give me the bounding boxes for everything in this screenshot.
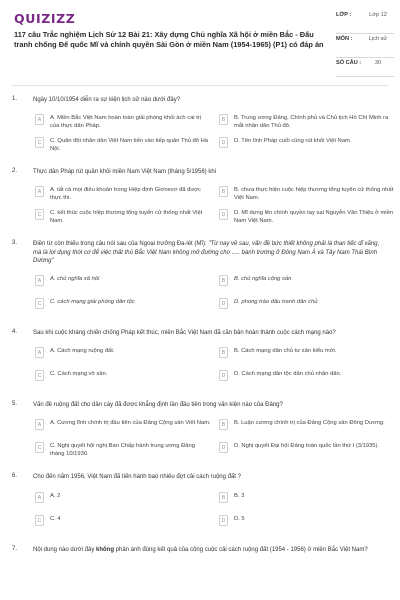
answer-option-c[interactable] xyxy=(35,514,211,532)
answer-option-d[interactable] xyxy=(219,136,395,154)
question-2 xyxy=(0,168,400,226)
question-text: Cho đến năm 1956, Việt Nam đã tiến hành bao nhiêu đợt cải cách ruộng đất ? xyxy=(33,474,241,481)
quizizz-logo: QUIZIZZ xyxy=(14,11,76,26)
option-letter-box: A xyxy=(35,492,44,503)
answer-option-a[interactable] xyxy=(35,274,211,292)
option-text: B. Luận cương chính trị của Đảng Cộng sản Đông Dương. xyxy=(234,420,385,427)
option-text: B. Cách mạng dân chủ tư sản kiểu mới. xyxy=(234,348,337,355)
option-text: B. Trung ương Đảng, Chính phủ và Chủ tịch Hồ Chí Minh ra mắt nhân dân Thủ đô. xyxy=(234,115,389,130)
option-letter-box: A xyxy=(35,186,44,197)
subject-label: MÔN : xyxy=(336,36,353,42)
question-3 xyxy=(0,240,400,315)
question-text: Vấn đề ruộng đất cho dân cày đã được khẳng định lần đầu tiên trong văn kiện nào của Đảng? xyxy=(33,402,283,409)
answer-option-a[interactable] xyxy=(35,113,211,131)
question-text: Sau khi cuộc kháng chiến chống Pháp kết thúc, miền Bắc Việt Nam đã căn bản hoàn thành cuộc cách mạng nào? xyxy=(33,330,336,337)
answer-option-a[interactable] xyxy=(35,418,211,436)
worksheet-header xyxy=(0,0,400,80)
meta-panel xyxy=(336,12,394,72)
option-letter-box: B xyxy=(219,114,228,125)
option-letter-box: B xyxy=(219,492,228,503)
answer-option-b[interactable] xyxy=(219,346,395,364)
class-label: LỚP : xyxy=(336,12,352,18)
answer-options xyxy=(35,185,400,226)
option-letter-box: C xyxy=(35,515,44,526)
option-letter-box: C xyxy=(35,137,44,148)
option-letter-box: D xyxy=(219,370,228,381)
answer-option-b[interactable] xyxy=(219,113,395,131)
question-number: 3. xyxy=(12,240,18,247)
option-text: A. chủ nghĩa xã hội xyxy=(50,276,100,283)
option-text: D. phong trào đấu tranh dân chủ xyxy=(234,299,318,306)
option-text: A. Cương lĩnh chính trị đầu tiên của Đảng Cộng sản Việt Nam. xyxy=(50,420,211,427)
option-text: C. kết thúc cuộc hiệp thương tổng tuyển cử thống nhất Việt Nam. xyxy=(50,210,203,225)
answer-option-b[interactable] xyxy=(219,274,395,292)
answer-option-a[interactable] xyxy=(35,185,211,203)
option-letter-box: B xyxy=(219,419,228,430)
question-text: Thực dân Pháp rút quân khỏi miền Nam Việt Nam (tháng 5/1956) khi xyxy=(33,169,217,176)
question-text xyxy=(33,240,385,265)
answer-option-c[interactable] xyxy=(35,441,211,459)
option-text: B. chủ nghĩa cộng sản xyxy=(234,276,292,283)
option-letter-box: D xyxy=(219,298,228,309)
option-letter-box: A xyxy=(35,419,44,430)
question-number: 2. xyxy=(12,168,18,175)
option-text: A. Miền Bắc Việt Nam hoàn toàn giải phóng khỏi ách cai trị của thực dân Pháp. xyxy=(50,115,202,130)
answer-option-d[interactable] xyxy=(219,514,395,532)
answer-option-a[interactable] xyxy=(35,491,211,509)
answer-options xyxy=(35,274,400,315)
answer-option-d[interactable] xyxy=(219,208,395,226)
question-6 xyxy=(0,473,400,531)
class-value: Lớp 12 xyxy=(369,12,387,18)
option-letter-box: D xyxy=(219,515,228,526)
option-text: C. 4 xyxy=(50,515,61,522)
option-letter-box: B xyxy=(219,275,228,286)
option-text: C. Cách mạng vô sản. xyxy=(50,371,108,378)
answer-option-c[interactable] xyxy=(35,369,211,387)
question-number: 5. xyxy=(12,401,18,408)
option-text: D. Mĩ dựng lên chính quyền tay sai Nguyễn Văn Thiệu ở miền Nam Việt Nam. xyxy=(234,210,394,225)
meta-divider xyxy=(336,33,394,34)
question-number: 7. xyxy=(12,545,18,552)
answer-options xyxy=(35,346,400,387)
question-text xyxy=(33,546,385,554)
option-text: A. Cách mạng ruộng đất. xyxy=(50,348,115,355)
option-text: A. tất cả mọi điều khoản trong Hiệp định Giơnevơ đã được thực thi. xyxy=(50,187,201,202)
question-number: 4. xyxy=(12,329,18,336)
option-text: D. Cách mạng dân tộc dân chủ nhân dân. xyxy=(234,371,342,378)
option-letter-box: B xyxy=(219,347,228,358)
answer-option-b[interactable] xyxy=(219,418,395,436)
answer-option-b[interactable] xyxy=(219,185,395,203)
answer-option-c[interactable] xyxy=(35,208,211,226)
option-letter-box: D xyxy=(219,137,228,148)
option-letter-box: D xyxy=(219,209,228,220)
question-number: 1. xyxy=(12,96,18,102)
question-text-intro: Điền từ còn thiếu trong câu nói sau của Ngoại trưởng Đa-lét (Mĩ): xyxy=(33,241,209,248)
option-text: C. Nghị quyết hội nghị Ban Chấp hành trung ương Đảng tháng 10/1930. xyxy=(50,443,195,458)
option-text: C. cách mạng giải phóng dân tộc xyxy=(50,299,135,306)
option-letter-box: B xyxy=(219,186,228,197)
answer-option-d[interactable] xyxy=(219,297,395,315)
option-letter-box: A xyxy=(35,347,44,358)
question-number: 6. xyxy=(12,473,18,480)
count-value: 30 xyxy=(374,60,382,66)
question-7 xyxy=(0,546,400,554)
question-4 xyxy=(0,329,400,387)
meta-count xyxy=(336,60,394,72)
header-divider xyxy=(12,85,388,86)
meta-divider xyxy=(336,57,394,58)
option-text: D. Tên lính Pháp cuối cùng rút khỏi Việt Nam. xyxy=(234,138,352,145)
question-text-emphasis: không xyxy=(96,546,114,553)
question-list xyxy=(0,96,400,568)
count-label: SỐ CÂU : xyxy=(336,60,362,66)
option-letter-box: C xyxy=(35,370,44,381)
answer-option-d[interactable] xyxy=(219,441,395,459)
option-text: A. 2 xyxy=(50,492,61,499)
option-text: C. Quân đội nhân dân Việt Nam tiến vào tiếp quản Thủ đô Hà Nội. xyxy=(50,138,209,153)
meta-divider xyxy=(336,76,394,77)
answer-option-c[interactable] xyxy=(35,136,211,154)
option-text: D. 5 xyxy=(234,515,245,522)
option-letter-box: C xyxy=(35,442,44,453)
option-letter-box: C xyxy=(35,298,44,309)
question-5 xyxy=(0,401,400,459)
answer-options xyxy=(35,418,400,459)
answer-option-d[interactable] xyxy=(219,369,395,387)
question-1 xyxy=(0,96,400,154)
option-text: B. 3 xyxy=(234,492,245,499)
option-text: B. chưa thực hiện cuộc hiệp thương tổng tuyển cử thống nhất Việt Nam. xyxy=(234,187,394,202)
subject-value: Lịch sử xyxy=(368,36,388,42)
question-quote: "Từ nay về sau, vấn đề bức thiết không phải là than tiếc dĩ vãng, mà là lợi dụng thời cơ để việc thất thủ Bắc Việt Nam không mở đường cho ..... bành trướng ở Đông Nam Á và Tây Nam Thái Bình Dương" xyxy=(33,241,380,264)
option-letter-box: A xyxy=(35,275,44,286)
option-letter-box: D xyxy=(219,442,228,453)
option-text: D. Nghị quyết Đại hội Đảng toàn quốc lần thứ I (3/1935). xyxy=(234,443,380,450)
answer-option-a[interactable] xyxy=(35,346,211,364)
option-letter-box: A xyxy=(35,114,44,125)
answer-options xyxy=(35,491,400,532)
answer-option-c[interactable] xyxy=(35,297,211,315)
question-text-start: Nội dung nào dưới đây xyxy=(33,546,96,553)
question-text: Ngày 10/10/1954 diễn ra sự kiện lịch sử nào dưới đây? xyxy=(33,97,181,103)
question-text-end: phản ánh đúng kết quả của công cuộc cải cách ruộng đất (1954 - 1956) ở miền Bắc Việt Nam? xyxy=(114,546,368,553)
option-letter-box: C xyxy=(35,209,44,220)
worksheet-title: 117 câu Trắc nghiệm Lịch Sử 12 Bài 21: Xây dựng Chủ nghĩa Xã hội ở miền Bắc - Đấu tranh chống Đế quốc Mĩ và chính quyền Sài Gòn ở miền Nam (1954-1965) (P1) có đáp án xyxy=(14,30,324,49)
answer-options xyxy=(35,113,400,154)
answer-option-b[interactable] xyxy=(219,491,395,509)
